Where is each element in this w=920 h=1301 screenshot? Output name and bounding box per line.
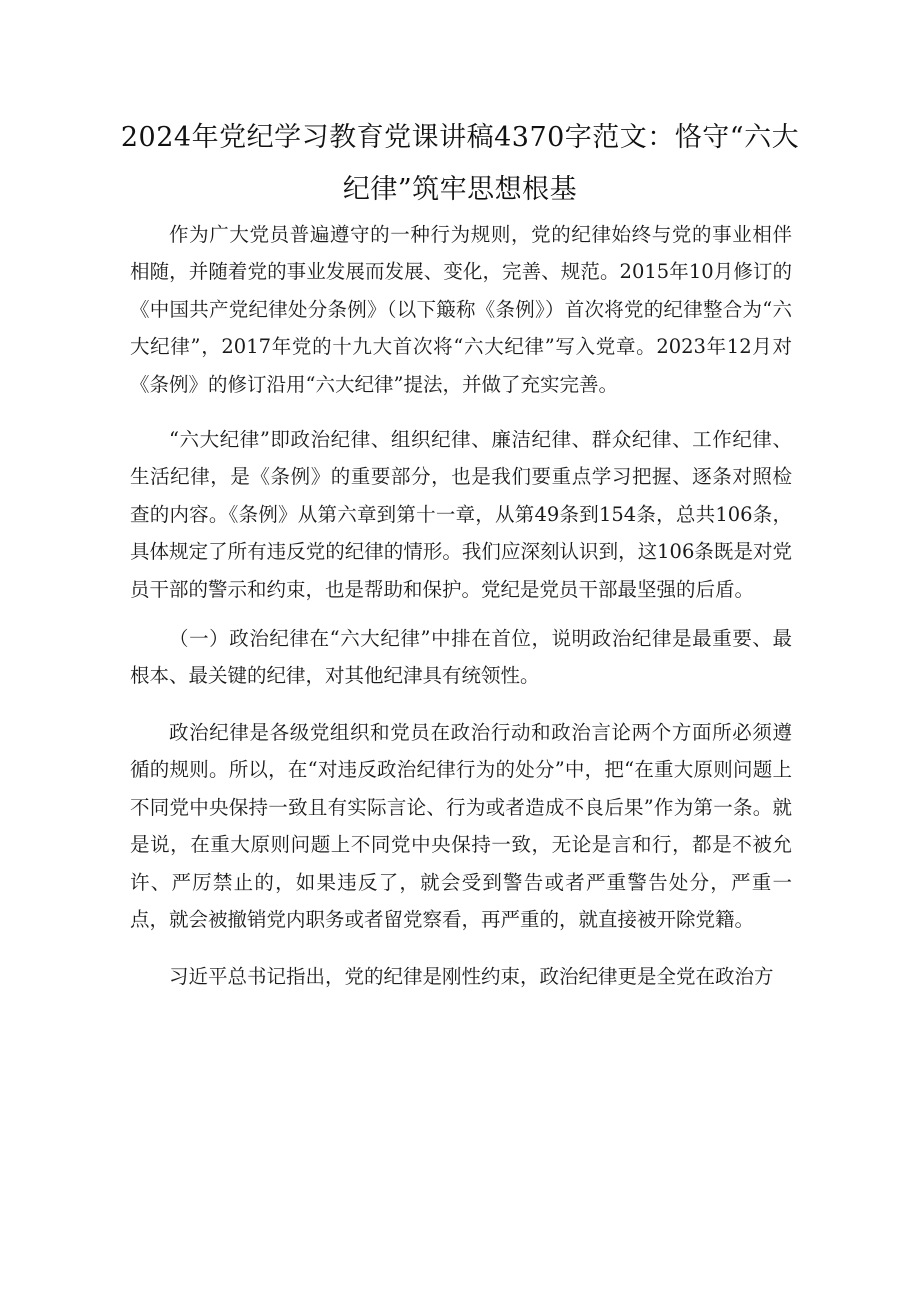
document-title: 2024年党纪学习教育党课讲稿4370字范文：恪守“六大纪律”筑牢思想根基 <box>120 122 800 205</box>
paragraph-six-disciplines: “六大纪律”即政治纪律、组织纪律、廉洁纪律、群众纪律、工作纪律、生活纪律，是《条例》的重要部分，也是我们要重点学习把握、逐条对照检查的内容。《条例》从第六章到第十一章，从第49条到154条，总共106条，具体规定了所有违反党的纪律的情形。我们应深刻认识到，这106条既是对党员干部的警示和约束，也是帮助和保护。党纪是党员干部最坚强的后盾。 <box>130 428 792 601</box>
paragraph-xi-quote: 习近平总书记指出，党的纪律是刚性约束，政治纪律更是全党在政治方 <box>169 965 774 989</box>
paragraph-political-discipline-rules: 政治纪律是各级党组织和党员在政治行动和政治言论两个方面所必须遵循的规则。所以，在“对违反政治纪律行为的处分”中，把“在重大原则问题上不同党中央保持一致且有实际言论、行为或者造成不良后果”作为第一条。就是说，在重大原则问题上不同党中央保持一致，无论是言和行，都是不被允许、严厉禁止的，如果违反了，就会受到警告或者严重警告处分，严重一点，就会被撤销党内职务或者留党察看，再严重的，就直接被开除党籍。 <box>130 720 792 931</box>
paragraph-political-discipline-heading: （一）政治纪律在“六大纪律”中排在首位，说明政治纪律是最重要、最根本、最关键的纪律，对其他纪津具有统领性。 <box>130 627 792 688</box>
document-body <box>130 216 792 996</box>
paragraph-intro: 作为广大党员普遍遵守的一种行为规则，党的纪律始终与党的事业相伴相随，并随着党的事业发展而发展、变化，完善、规范。2015年10月修订的《中国共产党纪律处分条例》（以下簸称《条例》）首次将党的纪律整合为“六大纪律”，2017年党的十九大首次将“六大纪律”写入党章。2023年12月对《条例》的修订沿用“六大纪律”提法，并做了充实完善。 <box>130 223 792 396</box>
